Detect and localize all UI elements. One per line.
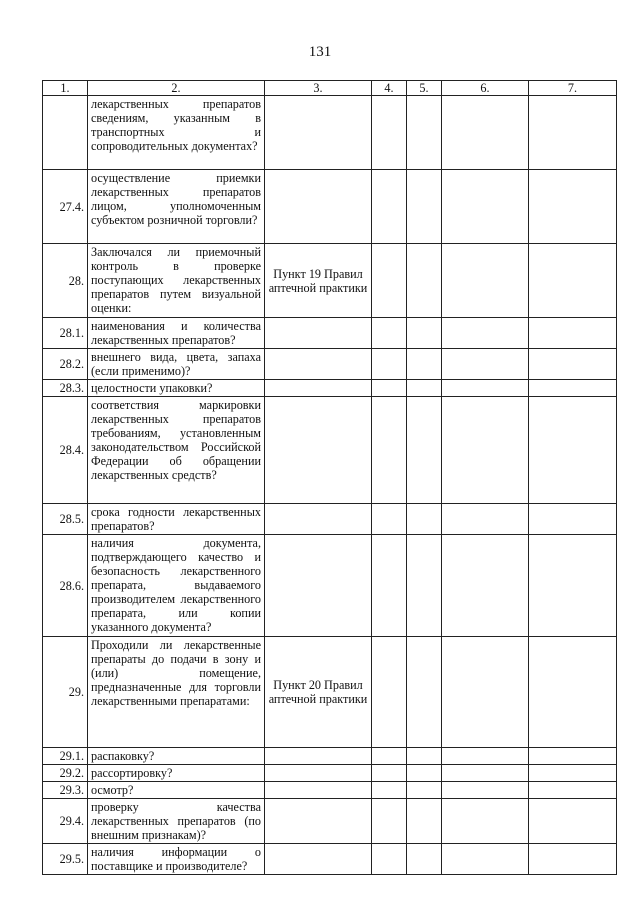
answer-cell-note	[529, 844, 617, 875]
item-reference	[265, 96, 372, 170]
item-reference	[265, 782, 372, 799]
header-cell: 5.	[407, 81, 442, 96]
item-number: 29.3.	[43, 782, 88, 799]
item-number: 29.	[43, 637, 88, 748]
answer-cell-na	[442, 765, 529, 782]
answer-cell-no	[407, 765, 442, 782]
answer-cell-na	[442, 397, 529, 504]
table-row	[43, 318, 617, 349]
table-row	[43, 799, 617, 844]
item-number: 28.4.	[43, 397, 88, 504]
answer-cell-no	[407, 782, 442, 799]
table-row	[43, 535, 617, 637]
checklist-table	[42, 80, 617, 875]
item-question: распаковку?	[88, 748, 265, 765]
answer-cell-note	[529, 397, 617, 504]
answer-cell-yes	[372, 504, 407, 535]
item-number: 28.3.	[43, 380, 88, 397]
answer-cell-na	[442, 504, 529, 535]
item-number: 28.1.	[43, 318, 88, 349]
answer-cell-yes	[372, 799, 407, 844]
answer-cell-note	[529, 748, 617, 765]
item-reference: Пункт 20 Правил аптечной практики	[265, 637, 372, 748]
answer-cell-note	[529, 96, 617, 170]
item-reference	[265, 844, 372, 875]
answer-cell-yes	[372, 244, 407, 318]
answer-cell-note	[529, 170, 617, 244]
answer-cell-no	[407, 349, 442, 380]
item-question: соответствия маркировки лекарственных препаратов требованиям, установленным законодательством Российской Федерации об обращении лекарственных средств?	[88, 397, 265, 504]
table-row	[43, 170, 617, 244]
table-row	[43, 380, 617, 397]
answer-cell-yes	[372, 170, 407, 244]
answer-cell-note	[529, 504, 617, 535]
item-reference	[265, 765, 372, 782]
answer-cell-note	[529, 380, 617, 397]
answer-cell-na	[442, 844, 529, 875]
answer-cell-yes	[372, 782, 407, 799]
answer-cell-yes	[372, 318, 407, 349]
answer-cell-yes	[372, 637, 407, 748]
item-reference	[265, 748, 372, 765]
answer-cell-note	[529, 782, 617, 799]
header-cell: 7.	[529, 81, 617, 96]
header-cell: 1.	[43, 81, 88, 96]
header-cell: 6.	[442, 81, 529, 96]
table-row	[43, 748, 617, 765]
answer-cell-note	[529, 765, 617, 782]
item-number: 28.2.	[43, 349, 88, 380]
table-row	[43, 765, 617, 782]
answer-cell-no	[407, 380, 442, 397]
answer-cell-no	[407, 637, 442, 748]
answer-cell-no	[407, 96, 442, 170]
item-number: 28.6.	[43, 535, 88, 637]
answer-cell-note	[529, 318, 617, 349]
item-number	[43, 96, 88, 170]
item-number: 28.	[43, 244, 88, 318]
answer-cell-yes	[372, 748, 407, 765]
header-cell: 4.	[372, 81, 407, 96]
item-question: осуществление приемки лекарственных препаратов лицом, уполномоченным субъектом розничной торговли?	[88, 170, 265, 244]
answer-cell-na	[442, 782, 529, 799]
answer-cell-note	[529, 637, 617, 748]
answer-cell-yes	[372, 844, 407, 875]
answer-cell-yes	[372, 765, 407, 782]
answer-cell-na	[442, 748, 529, 765]
item-reference	[265, 799, 372, 844]
table-row	[43, 349, 617, 380]
answer-cell-yes	[372, 349, 407, 380]
table-row	[43, 96, 617, 170]
item-reference	[265, 349, 372, 380]
table-row	[43, 397, 617, 504]
answer-cell-no	[407, 397, 442, 504]
header-cell: 2.	[88, 81, 265, 96]
item-question: проверку качества лекарственных препаратов (по внешним признакам)?	[88, 799, 265, 844]
answer-cell-na	[442, 170, 529, 244]
answer-cell-na	[442, 799, 529, 844]
item-question: наличия информации о поставщике и производителе?	[88, 844, 265, 875]
answer-cell-no	[407, 748, 442, 765]
answer-cell-yes	[372, 535, 407, 637]
item-reference: Пункт 19 Правил аптечной практики	[265, 244, 372, 318]
answer-cell-na	[442, 349, 529, 380]
answer-cell-note	[529, 349, 617, 380]
table-row	[43, 637, 617, 748]
answer-cell-note	[529, 244, 617, 318]
answer-cell-no	[407, 318, 442, 349]
answer-cell-no	[407, 170, 442, 244]
item-question: срока годности лекарственных препаратов?	[88, 504, 265, 535]
item-question: Проходили ли лекарственные препараты до подачи в зону и (или) помещение, предназначенные для торговли лекарственными препаратами:	[88, 637, 265, 748]
table-header-row	[43, 81, 617, 96]
item-number: 27.4.	[43, 170, 88, 244]
answer-cell-yes	[372, 96, 407, 170]
item-number: 29.2.	[43, 765, 88, 782]
item-question: рассортировку?	[88, 765, 265, 782]
item-question: наименования и количества лекарственных препаратов?	[88, 318, 265, 349]
item-reference	[265, 380, 372, 397]
answer-cell-na	[442, 96, 529, 170]
item-reference	[265, 397, 372, 504]
answer-cell-na	[442, 535, 529, 637]
table-row	[43, 504, 617, 535]
item-number: 29.4.	[43, 799, 88, 844]
answer-cell-yes	[372, 397, 407, 504]
answer-cell-note	[529, 799, 617, 844]
answer-cell-no	[407, 244, 442, 318]
answer-cell-yes	[372, 380, 407, 397]
table-row	[43, 244, 617, 318]
item-number: 29.5.	[43, 844, 88, 875]
answer-cell-no	[407, 504, 442, 535]
header-cell: 3.	[265, 81, 372, 96]
item-reference	[265, 535, 372, 637]
answer-cell-na	[442, 244, 529, 318]
table-row	[43, 844, 617, 875]
answer-cell-no	[407, 799, 442, 844]
answer-cell-no	[407, 844, 442, 875]
item-question: целостности упаковки?	[88, 380, 265, 397]
page-number: 131	[308, 44, 332, 60]
item-question: Заключался ли приемочный контроль в проверке поступающих лекарственных препаратов путем визуальной оценки:	[88, 244, 265, 318]
item-number: 28.5.	[43, 504, 88, 535]
item-question: наличия документа, подтверждающего качество и безопасность лекарственного препарата, выдаваемого производителем лекарственного препарата, или копии указанного документа?	[88, 535, 265, 637]
item-question: лекарственных препаратов сведениям, указанным в транспортных и сопроводительных документах?	[88, 96, 265, 170]
answer-cell-na	[442, 637, 529, 748]
answer-cell-na	[442, 318, 529, 349]
item-number: 29.1.	[43, 748, 88, 765]
item-question: внешнего вида, цвета, запаха (если применимо)?	[88, 349, 265, 380]
item-reference	[265, 504, 372, 535]
table-row	[43, 782, 617, 799]
answer-cell-na	[442, 380, 529, 397]
item-reference	[265, 170, 372, 244]
answer-cell-no	[407, 535, 442, 637]
item-reference	[265, 318, 372, 349]
item-question: осмотр?	[88, 782, 265, 799]
answer-cell-note	[529, 535, 617, 637]
